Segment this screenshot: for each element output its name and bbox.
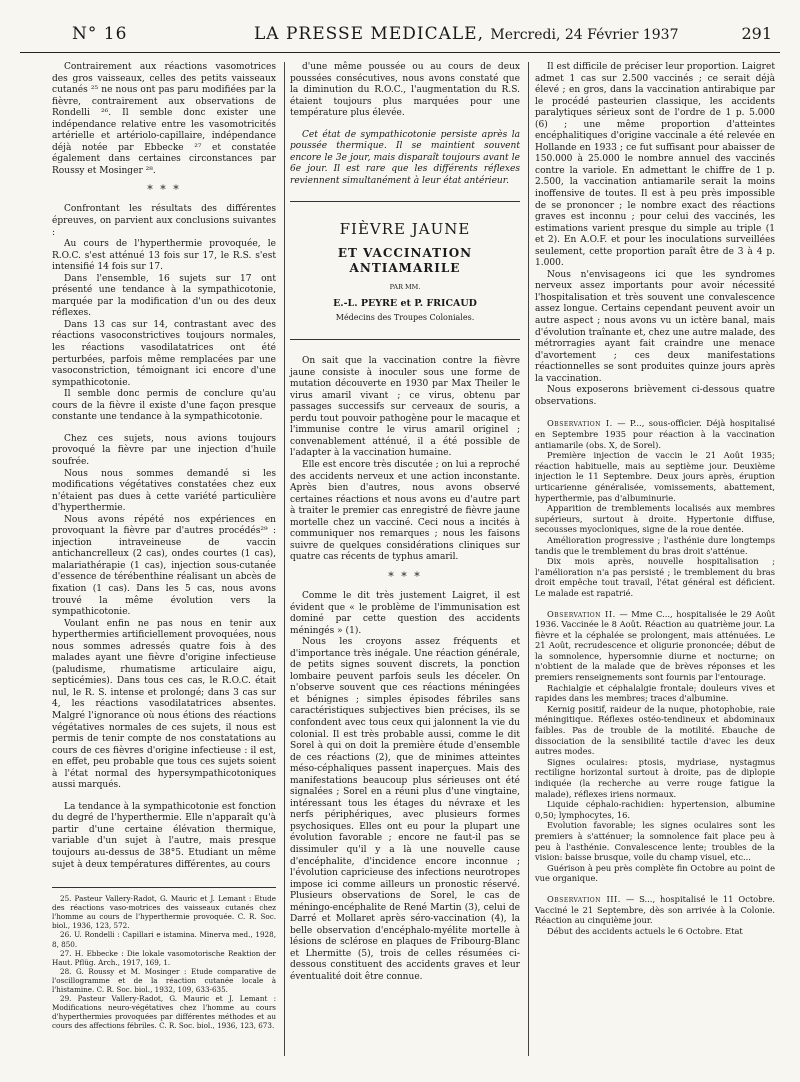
conclusion-paragraph: Il semble donc permis de conclure qu'au cours de la fièvre il existe d'une façon presque constante une tendance à la sympathicotonie. (52, 389, 276, 423)
paragraph: Voulant enfin ne pas nous en tenir aux hyperthermies artificiellement provoquées, nous nous sommes adressés quatre fois à des malades ayant une fièvre d'origine infectieuse (paludisme, rhumatisme articulaire aigu, septicémies). Dans tous ces cas, le R.O.C. était nul, le R. S. intense et prolongé; dans 3 cas sur 4, les réactions vasodilatatrices absentes. Malgré l'ignorance où nous étions des réactions végétatives normales de ces sujets, il nous est permis de tenir compte de nos constatations au cours de ces fièvres d'origine infectieuse : il est, en effet, peu probable que tous ces sujets soient à l'état normal des hypersympathicotoniques aussi marqués. (52, 618, 276, 791)
article-authors: E.-L. PEYRE et P. FRICAUD (333, 298, 477, 310)
section-separator: * * * (388, 569, 422, 583)
paragraph: Nous nous sommes demandé si les modifications végétatives constatées chez eux n'étaient pas dues à cette variété particulière d'hyperthermie. (52, 468, 276, 514)
issue-number: N° 16 (72, 24, 128, 44)
paragraph: Amélioration progressive ; l'asthénie dure longtemps tandis que le tremblement du bras droit s'atténue. (535, 534, 775, 556)
paragraph: Dans l'ensemble, 16 sujets sur 17 ont présenté une tendance à la sympathicotonie, marquée par la modification d'un ou des deux réflexes. (52, 273, 276, 319)
paragraph: Chez ces sujets, nous avions toujours provoqué la fièvre par une injection d'huile soufrée. (52, 433, 276, 467)
observation-label: Observation I. (547, 418, 613, 429)
observation-label: Observation III. (547, 893, 621, 904)
footnote: 29. Pasteur Vallery-Radot, G. Mauric et J. Lemant : Modifications neuro-végétatives chez l'homme au cours d'hyperthermies provoquées par différentes méthodes et au cours des affections fébriles. C. R. Soc. biol., 1936, 123, 673. (52, 994, 276, 1031)
column-2 (290, 62, 520, 984)
footnote: 26. U. Rondelli : Capillari e istamina. Minerva med., 1928, 8, 850. (52, 930, 276, 949)
paragraph: Comme le dit très justement Laigret, il est évident que « le problème de l'immunisation est dominé par cette question des accidents méningés » (1). (290, 590, 520, 636)
observation-text: — P..., sous-officier. Déjà hospitalisé en Septembre 1935 pour réaction à la vaccination antiamarile (obs. X, de Sorel). (535, 418, 776, 450)
byline-prefix: PAR MM. (389, 283, 421, 292)
column-3 (535, 62, 775, 936)
column-divider (528, 62, 529, 1056)
paragraph: Dix mois après, nouvelle hospitalisation ; l'amélioration n'a pas persisté ; le tremblement du bras droit empêche tout travail, l'état général est déficient. Le malade est rapatrié. (535, 556, 775, 598)
paragraph: d'une même poussée ou au cours de deux poussées consécutives, nous avons constaté que la diminution du R.O.C., l'augmentation du R.S. étaient toujours plus marquées pour une température plus élevée. (290, 62, 520, 119)
paragraph: Première injection de vaccin le 21 Août 1935; réaction habituelle, mais au septième jour. Deuxième injection le 11 Septembre. Deux jours après, éruption urticarienne généralisée, vomissements, abattement, hyperthermie, pas d'albuminurie. (535, 450, 775, 503)
italic-paragraph: Cet état de sympathicotonie persiste après la poussée thermique. Il se maintient souvent encore le 3e jour, mais disparaît toujours avant le 6e jour. Il est rare que les différents réflexes reviennent simultanément à leur état antérieur. (290, 129, 520, 186)
footnote: 25. Pasteur Vallery-Radot, G. Mauric et J. Lemant : Etude des réactions vaso-motrices des vaisseaux cutanés chez l'homme au cours de l'hyperthermie provoquée. C. R. Soc. biol., 1936, 123, 572. (52, 894, 276, 931)
observation-text: — Mme C..., hospitalisée le 29 Août 1936. Vaccinée le 8 Août. Réaction au quatrième jour. La fièvre et la céphalée se prolongent, mais atténuées. Le 21 Août, recrudescence et oligurie prononcée; début de la somnolence, hypersomnie diurne et nocturne; on n'obtient de la malade que de brèves réponses et les premiers renseignements sont fournis par l'entourage. (535, 608, 775, 683)
column-divider (284, 62, 285, 1056)
column-1 (52, 62, 276, 1031)
paragraph: Confrontant les résultats des différentes épreuves, on parvient aux conclusions suivantes : (52, 204, 276, 238)
paragraph: On sait que la vaccination contre la fièvre jaune consiste à inoculer sous une forme de mutation découverte en 1930 par Max Theiler le virus amaril vivant ; ce virus, obtenu par passages successifs sur cerveaux de souris, a perdu tout pouvoir pathogène pour le macaque et l'immunise contre le virus amaril originel ; convenablement atténué, il a été possible de l'adapter à la vaccination humaine. (290, 356, 520, 459)
paragraph: Signes oculaires: ptosis, mydriase, nystagmus rectiligne horizontal surtout à droite, pas de diplopie indiquée (la recherche au verre rouge fatigue la malade), réflexes iriens normaux. (535, 756, 775, 799)
paragraph: Rachialgie et céphalalgie frontale; douleurs vives et rapides dans les membres; traces d'albumine. (535, 682, 775, 704)
article-heading (290, 201, 520, 340)
observation-3 (535, 894, 775, 926)
observation-2 (535, 609, 775, 683)
footnote: 28. G. Roussy et M. Mosinger : Etude comparative de l'oscillogramme et de la réaction cutanée locale à l'histamine. C. R. Soc. biol., 1932, 109, 633-635. (52, 966, 276, 995)
footnote: 27. H. Ebbecke : Die lokale vasomotorische Reaktion der Haut. Pflüg. Arch., 1917, 169, 1. (52, 948, 276, 967)
observation-1 (535, 418, 775, 450)
observation-label: Observation II. (547, 608, 616, 619)
journal-name: LA PRESSE MEDICALE, (254, 24, 484, 44)
paragraph: Dans 13 cas sur 14, contrastant avec des réactions vasoconstrictives toujours normales, les réactions vasodilatatrices ont été perturbées, parfois même remplacées par une vasoconstriction, témoignant ici encore d'une sympathicotonie. (52, 319, 276, 388)
journal-title (254, 24, 679, 44)
paragraph: La tendance à la sympathicotonie est fonction du degré de l'hyperthermie. Elle n'apparaît qu'à partir d'une certaine élévation thermique, variable d'un sujet à l'autre, mais presque toujours au-dessus de 38°5. Etudiant un même sujet à deux températures différentes, au cours (52, 801, 276, 870)
footnote-rule (52, 887, 276, 888)
page-number: 291 (741, 24, 772, 43)
paragraph: Contrairement aux réactions vasomotrices des gros vaisseaux, celles des petits vaisseaux cutanés ²⁵ ne nous ont pas paru modifiées par la fièvre, contrairement aux observations de Rondelli ²⁶. Il semble donc exister une indépendance relative entre les vasomotricités artérielle et artériolo-capillaire, indépendance déjà notée par Ebbecke ²⁷ et constatée également dans certaines circonstances par Roussy et Mosinger ²⁸. (52, 62, 276, 176)
paragraph: Kernig positif, raideur de la nuque, photophobie, raie méningitique. Réflexes ostéo-tendineux et abdominaux faibles. Pas de trouble de la motilité. Ebauche de dissociation de la sensibilité tactile d'avec les deux autres modes. (535, 703, 775, 757)
paragraph: Il est difficile de préciser leur proportion. Laigret admet 1 cas sur 2.500 vaccinés ; ce serait déjà élevé ; en gros, dans la vaccination antirabique par le procédé pasteurien classique, les accidents paralytiques sérieux sont de l'ordre de 1 p. 5.000 (6) ; une même proportion d'atteintes encéphalitiques d'origine vaccinale a été relevée en Hollande en 1933 ; ce fut suffisant pour abaisser de 150.000 à 25.000 le nombre annuel des vaccinés contre la variole. En admettant le chiffre de 1 p. 2.500, la vaccination antiamarile serait la moins inoffensive de toutes. Il est à peu près impossible de se prononcer ; le nombre exact des réactions graves est inconnu ; pour celui des vaccinés, les estimations varient presque du simple au triple (1 et 2). En A.O.F. et pour les inoculations surveillées seulement, cette proportion paraît être de 3 à 4 p. 1.000. (535, 62, 775, 269)
article-subtitle: ET VACCINATION ANTIAMARILE (337, 246, 473, 276)
paragraph: Au cours de l'hyperthermie provoquée, le R.O.C. s'est atténué 13 fois sur 17, le R.S. s'est intensifié 14 fois sur 17. (52, 239, 276, 273)
issue-date: Mercredi, 24 Février 1937 (490, 27, 679, 43)
paragraph: Début des accidents actuels le 6 Octobre. Etat (547, 925, 743, 936)
paragraph: Nous n'envisageons ici que les syndromes nerveux assez importants pour avoir nécessité l'hospitalisation et très souvent une convalescence assez longue. Certains cependant peuvent avoir un autre aspect ; nous avons vu un ictère banal, mais d'évolution traînante et, chez une autre malade, des métrorragies ayant fait craindre une menace d'avortement ; ces deux manifestations réactionnelles se sont produites quinze jours après la vaccination. (535, 269, 775, 384)
paragraph: Apparition de tremblements localisés aux membres supérieurs, surtout à droite. Hypertonie diffuse, secousses myocloniques, signe de la roue dentée. (535, 503, 775, 535)
article-title: FIÈVRE JAUNE (339, 220, 471, 239)
paragraph: Liquide céphalo-rachidien: hypertension, albumine 0,50; lymphocytes, 16. (535, 799, 775, 820)
observation-text: — S..., hospitalisé le 11 Octobre. Vacciné le 21 Septembre, dès son arrivée à la Colonie. Réaction au cinquième jour. (535, 893, 775, 926)
section-separator: * * * (147, 183, 181, 197)
page-header (20, 18, 780, 53)
paragraph: Nous avons répété nos expériences en provoquant la fièvre par d'autres procédés²⁹ : injection intraveineuse de vaccin antichancrelleux (2 cas), ondes courtes (1 cas), malariathérapie (1 cas), injection sous-cutanée d'essence de térébenthine réalisant un abcès de fixation (1 cas). Dans les 5 cas, nous avons trouvé la même évolution vers la sympathicotonie. (52, 514, 276, 618)
paragraph: Nous les croyons assez fréquents et d'importance très inégale. Une réaction générale, de petits signes souvent discrets, la ponction lombaire peuvent parfois seuls les déceler. On n'observe souvent que ces réactions méningées et bénignes ; simples épisodes fébriles sans caractéristiques subjectives bien précises, ils se confondent avec tous ceux qui jalonnent la vie du colonial. Il est très probable aussi, comme le dit Sorel à qui on doit la première étude d'ensemble de ces réactions (2), que de minimes atteintes méso-céphaliques passent inaperçues. Mais des manifestations beaucoup plus sérieuses ont été signalées ; Sorel en a réuni plus d'une vingtaine, intéressant tous les étages du névraxe et les nerfs périphériques, avec plusieurs formes psychosiques. Elles ont eu pour la plupart une évolution favorable ; encore ne faut-il pas se dissimuler qu'il y a là une nouvelle cause d'encéphalite, d'incidence encore inconnue ; l'évolution capricieuse des infections neurotropes impose ici comme ailleurs un pronostic réservé. Plusieurs observations de Sorel, le cas de méningo-encéphalite de René Martin (3), celui de Darré et Mollaret après séro-vaccination (4), la belle observation d'encéphalo-myélite mortelle à lésions de sclérose en plaques de Fribourg-Blanc et Lhermitte (5), trois de celles résumées ci-dessous constituent des accidents graves et leur éventualité doit être connue. (290, 637, 520, 982)
paragraph: Elle est encore très discutée ; on lui a reproché des accidents nerveux et une action inconstante. Après bien d'autres, nous avons observé certaines réactions et nous avons eu d'autre part à traiter le premier cas enregistré de fièvre jaune mortelle chez un vacciné. Ceci nous a incités à communiquer nos remarques ; nous les faisons suivre de quelques considérations cliniques sur quatre cas récents de typhus amaril. (290, 460, 520, 563)
newspaper-page (20, 18, 780, 1068)
paragraph: Nous exposerons brièvement ci-dessous quatre observations. (535, 385, 775, 407)
paragraph: Evolution favorable; les signes oculaires sont les premiers à s'atténuer; la somnolence fait place peu à peu à l'asthénie. Convalescence lente; troubles de la vision: baisse brusque, voile du champ visuel, etc... (535, 820, 775, 863)
paragraph: Guérison à peu près complète fin Octobre au point de vue organique. (535, 862, 775, 884)
author-affiliation: Médecins des Troupes Coloniales. (335, 312, 475, 322)
